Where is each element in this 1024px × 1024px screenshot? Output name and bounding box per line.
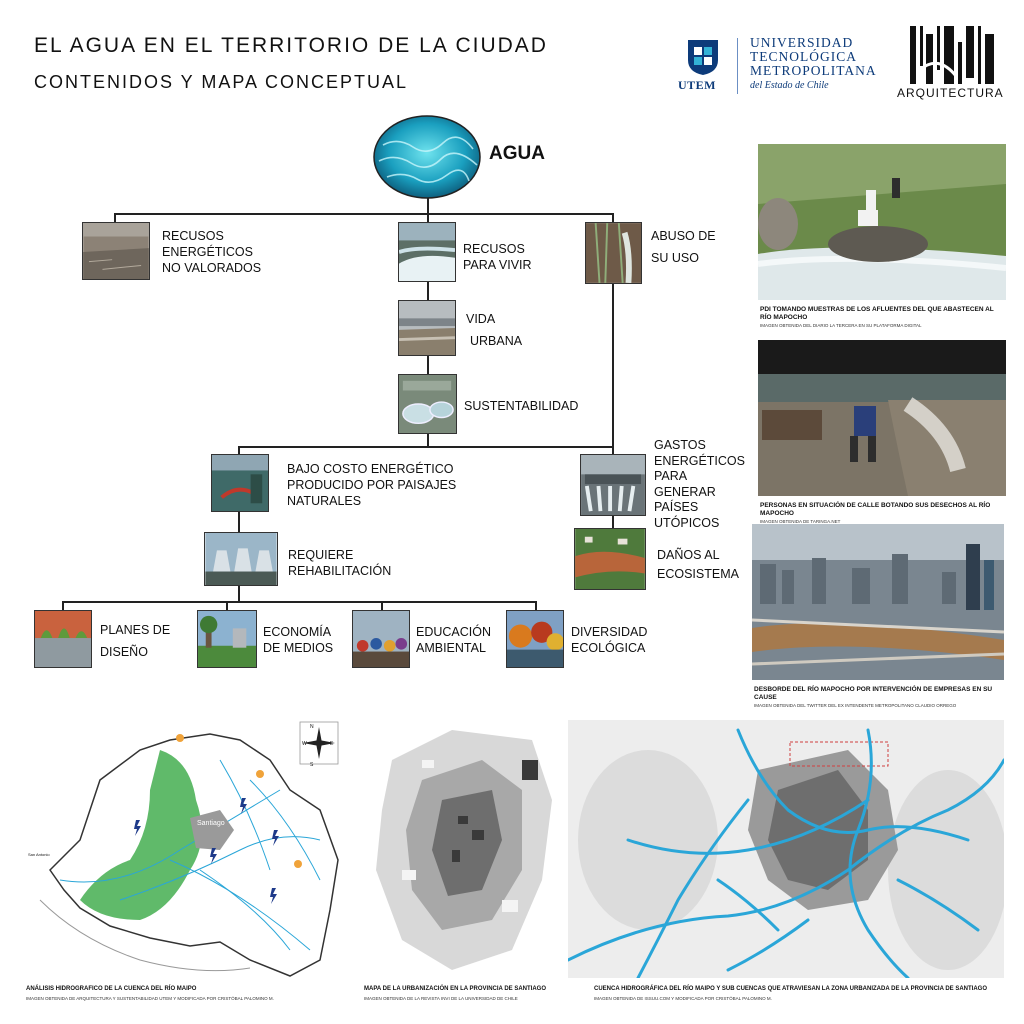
cooling-towers-thumbnail	[204, 532, 278, 586]
students-thumbnail	[352, 610, 410, 668]
arquitectura-logo-icon	[908, 24, 998, 86]
photo-caption: PERSONAS EN SITUACIÓN DE CALLE BOTANDO SUS DESECHOS AL RÍO MAPOCHO	[760, 502, 991, 517]
node-recursos-vivir: RECUSOS PARA VIVIR	[463, 242, 532, 272]
node-gastos: GASTOS ENERGÉTICOS PARA GENERAR PAÍSES UTÓPICOS	[654, 438, 745, 530]
node-vida-urbana: VIDA URBANA	[466, 312, 523, 348]
map-source: IMAGEN OBTENIDA DE ISSUU.COM Y MODIFICADA POR CRISTÓBAL PALOMINO M.	[594, 996, 772, 1001]
connector	[62, 601, 536, 603]
sub-basins-map	[568, 720, 1004, 978]
photo-caption: DESBORDE DEL RÍO MAPOCHO POR INTERVENCIÓN DE EMPRESAS EN SU CAUSE	[754, 686, 993, 701]
map-caption: CUENCA HIDROGRÁFICA DEL RÍO MAIPO Y SUB CUENCAS QUE ATRAVIESAN LA ZONA URBANIZADA DE LA PROVINCIA DE SANTIAGO	[594, 986, 988, 992]
landscape-thumbnail	[211, 454, 269, 512]
photo-source: IMAGEN OBTENIDA DEL TWITTER DEL EX INTENDENTE METROPOLITANO CLAUDIO ORREGO	[754, 703, 957, 708]
utem-shield-icon	[686, 38, 720, 76]
map-caption: MAPA DE LA URBANIZACIÓN EN LA PROVINCIA DE SANTIAGO	[364, 986, 547, 992]
autumn-garden-thumbnail	[506, 610, 564, 668]
urbanization-map	[362, 720, 562, 982]
compass-e: E	[330, 741, 334, 747]
water-root-image	[373, 115, 481, 199]
poster-subtitle: CONTENIDOS Y MAPA CONCEPTUAL	[34, 72, 409, 92]
compass-w: W	[302, 741, 307, 747]
maipo-basin-map	[20, 720, 350, 982]
photo-source: IMAGEN OBTENIDA DE TARINGA.NET	[760, 519, 841, 524]
compass-n: N	[310, 724, 314, 730]
node-educacion: EDUCACIÓN AMBIENTAL	[416, 625, 492, 655]
node-abuso: ABUSO DE SU USO	[651, 229, 716, 265]
connector	[612, 446, 614, 454]
connector	[238, 586, 240, 602]
node-sustentabilidad: SUSTENTABILIDAD	[464, 399, 579, 413]
photo-caption: PDI TOMANDO MUESTRAS DE LOS AFLUENTES DEL QUE ABASTECEN AL RÍO MAPOCHO	[760, 306, 994, 321]
dry-land-thumbnail	[82, 222, 150, 280]
compass-s: S	[310, 762, 314, 768]
urban-river-thumbnail	[398, 300, 456, 356]
node-danos: DAÑOS AL ECOSISTEMA	[657, 548, 739, 581]
connector	[427, 282, 429, 300]
connector	[238, 446, 614, 448]
park-thumbnail	[197, 610, 257, 668]
connector	[238, 446, 240, 454]
map-source: IMAGEN OBTENIDA DE ARQUITECTURA Y SUSTENTABILIDAD UTEM Y MODIFICADA POR CRISTÓBAL PALOMINO M.	[26, 996, 274, 1001]
node-bajo-costo: BAJO COSTO ENERGÉTICO PRODUCIDO POR PAISAJES NATURALES	[287, 462, 457, 508]
pollution-thumbnail	[585, 222, 642, 284]
photo-source: IMAGEN OBTENIDA DEL DIARIO LA TERCERA EN SU PLATAFORMA DIGITAL	[760, 323, 922, 328]
connector	[114, 213, 614, 215]
node-planes: PLANES DE DISEÑO	[100, 623, 171, 659]
photo-pdi-river	[758, 144, 1006, 300]
flood-thumbnail	[574, 528, 646, 590]
node-rehabilitacion: REQUIERE REHABILITACIÓN	[288, 548, 392, 578]
connector	[427, 356, 429, 374]
node-diversidad: DIVERSIDAD ECOLÓGICA	[571, 625, 648, 655]
utem-state: del Estado de Chile	[750, 80, 829, 91]
photo-mapocho-overflow	[752, 524, 1004, 680]
photo-homeless-river	[758, 340, 1006, 496]
map-label-san-antonio: San Antonio	[28, 852, 50, 857]
map-source: IMAGEN OBTENIDA DE LA REVISTA INVI DE LA UNIVERSIDAD DE CHILE	[364, 996, 518, 1001]
node-economia: ECONOMÍA DE MEDIOS	[263, 625, 334, 655]
connector	[612, 516, 614, 528]
utem-acronym: UTEM	[678, 78, 716, 92]
node-recursos-energeticos: RECUSOS ENERGÉTICOS NO VALORADOS	[162, 229, 262, 275]
dam-thumbnail	[580, 454, 646, 516]
river-thumbnail	[398, 222, 456, 282]
treatment-plant-thumbnail	[398, 374, 457, 434]
connector	[238, 512, 240, 532]
poster-title: EL AGUA EN EL TERRITORIO DE LA CIUDAD	[34, 34, 548, 57]
arquitectura-wordmark: ARQUITECTURA	[897, 86, 1004, 100]
logo-divider	[737, 38, 738, 94]
map-caption: ANÁLISIS HIDROGRAFICO DE LA CUENCA DEL RÍO MAIPO	[26, 986, 197, 992]
root-label: AGUA	[489, 143, 545, 164]
connector	[612, 284, 614, 452]
planter-thumbnail	[34, 610, 92, 668]
map-label-santiago: Santiago	[197, 820, 225, 827]
utem-name: UNIVERSIDAD TECNOLÓGICA METROPOLITANA	[750, 35, 877, 78]
